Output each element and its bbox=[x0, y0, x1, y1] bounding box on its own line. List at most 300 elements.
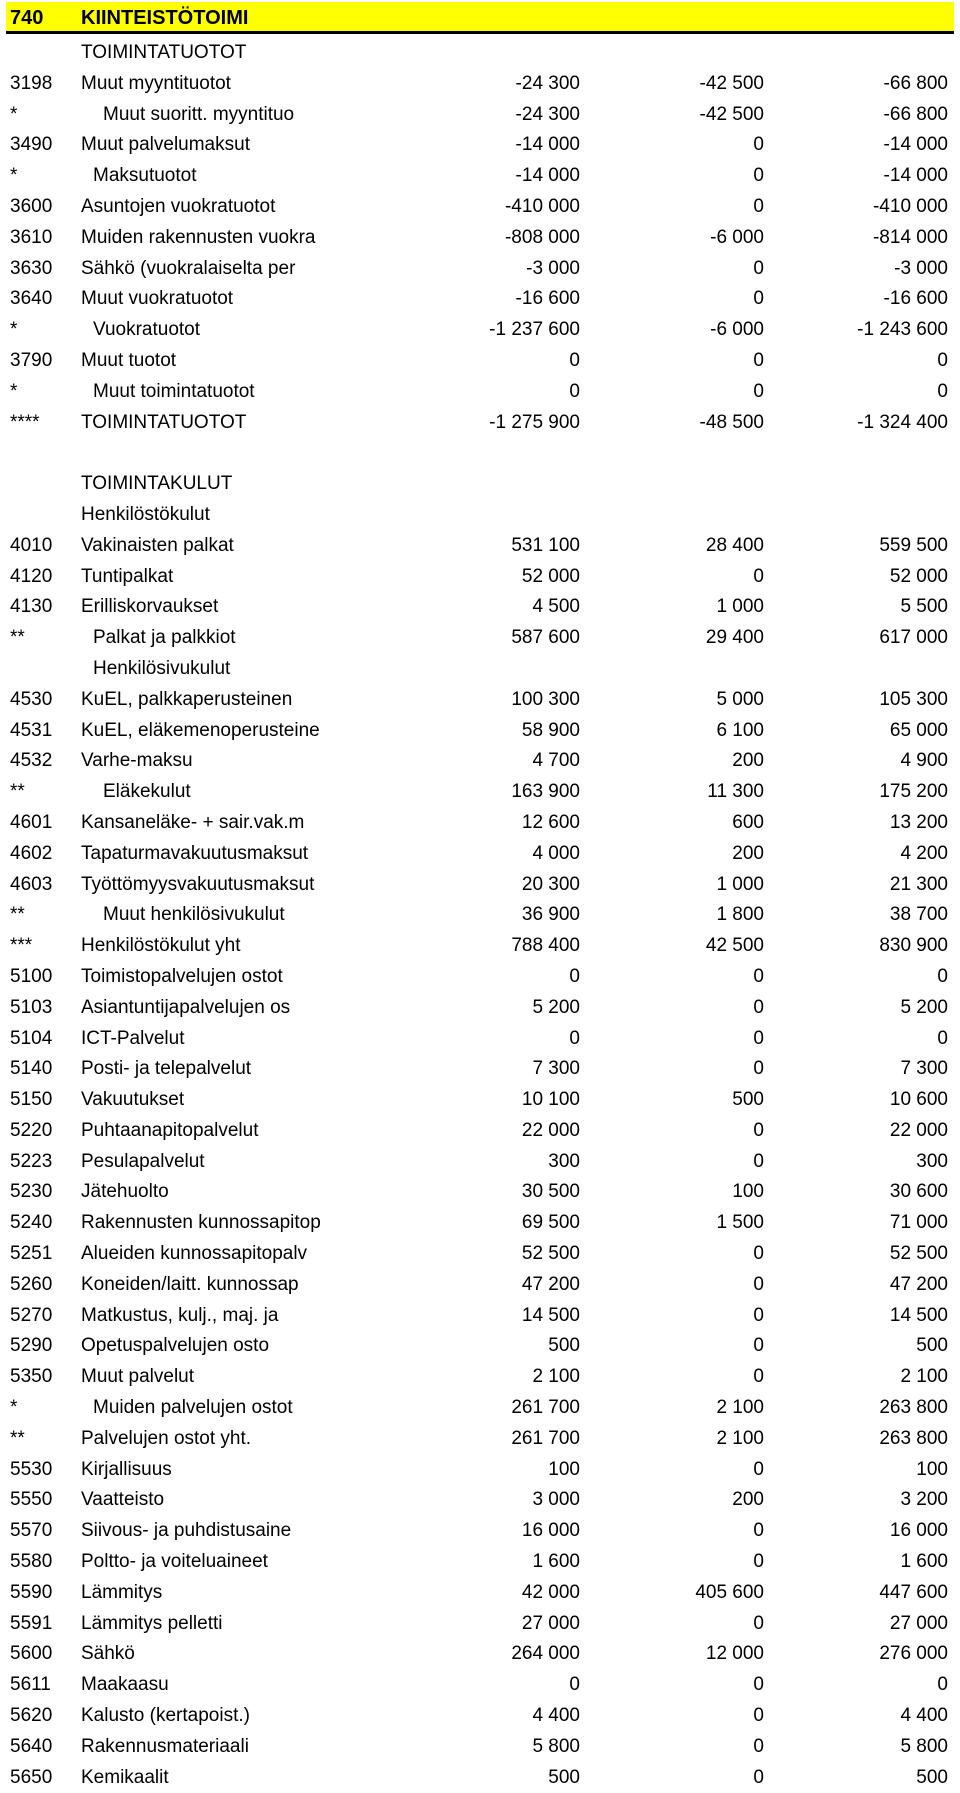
account-name: Henkilöstökulut bbox=[81, 503, 210, 525]
value-col-2: 5 000 bbox=[716, 688, 764, 710]
value-col-1: -16 600 bbox=[515, 288, 580, 310]
account-code: 5530 bbox=[10, 1458, 53, 1480]
account-name: Eläkekulut bbox=[103, 781, 191, 803]
value-col-2: 42 500 bbox=[705, 935, 764, 957]
value-col-1: 30 500 bbox=[521, 1181, 580, 1203]
table-row bbox=[0, 408, 960, 439]
value-col-2: 0 bbox=[753, 1058, 764, 1080]
value-col-2: 2 100 bbox=[716, 1397, 764, 1419]
value-col-3: 0 bbox=[937, 965, 948, 987]
value-col-1: 4 500 bbox=[532, 596, 580, 618]
table-row bbox=[0, 1609, 960, 1640]
table-row bbox=[0, 69, 960, 100]
value-col-3: 22 000 bbox=[889, 1119, 948, 1141]
value-col-2: 500 bbox=[732, 1089, 764, 1111]
table-row bbox=[0, 839, 960, 870]
value-col-3: 617 000 bbox=[879, 627, 948, 649]
account-name: ICT-Palvelut bbox=[81, 1027, 185, 1049]
account-name: Asiantuntijapalvelujen os bbox=[81, 996, 291, 1018]
table-row bbox=[0, 130, 960, 161]
account-name: Muiden rakennusten vuokra bbox=[81, 226, 316, 248]
value-col-1: -1 275 900 bbox=[489, 411, 580, 433]
account-code: 4602 bbox=[10, 842, 53, 864]
value-col-3: 14 500 bbox=[889, 1304, 948, 1326]
account-name: Vakinaisten palkat bbox=[81, 534, 234, 556]
value-col-3: 65 000 bbox=[889, 719, 948, 741]
table-row bbox=[0, 623, 960, 654]
value-col-3: 4 400 bbox=[900, 1705, 948, 1727]
account-code: 5240 bbox=[10, 1212, 53, 1234]
table-row bbox=[0, 1455, 960, 1486]
value-col-2: 2 100 bbox=[716, 1427, 764, 1449]
value-col-1: 4 000 bbox=[532, 842, 580, 864]
table-row bbox=[0, 1547, 960, 1578]
value-col-3: 3 200 bbox=[900, 1489, 948, 1511]
value-col-2: 0 bbox=[753, 1119, 764, 1141]
account-code: * bbox=[10, 103, 18, 125]
value-col-1: 0 bbox=[569, 1027, 580, 1049]
account-code: * bbox=[10, 165, 18, 187]
account-code: ** bbox=[10, 1427, 25, 1449]
account-name: Vaatteisto bbox=[81, 1489, 165, 1511]
account-name: Muut palvelumaksut bbox=[81, 134, 250, 156]
table-row bbox=[0, 1701, 960, 1732]
value-col-3: 16 000 bbox=[889, 1520, 948, 1542]
account-code: 4531 bbox=[10, 719, 53, 741]
account-name: Kemikaalit bbox=[81, 1766, 169, 1788]
value-col-1: -3 000 bbox=[526, 257, 580, 279]
value-col-2: 0 bbox=[753, 1458, 764, 1480]
value-col-2: 12 000 bbox=[705, 1643, 764, 1665]
value-col-3: 1 600 bbox=[900, 1551, 948, 1573]
table-row bbox=[0, 1639, 960, 1670]
table-row bbox=[0, 1085, 960, 1116]
value-col-2: 0 bbox=[753, 195, 764, 217]
value-col-3: 71 000 bbox=[889, 1212, 948, 1234]
value-col-3: 5 500 bbox=[900, 596, 948, 618]
account-code: 5591 bbox=[10, 1612, 53, 1634]
account-code: 5590 bbox=[10, 1581, 53, 1603]
table-row bbox=[0, 808, 960, 839]
table-row bbox=[0, 1239, 960, 1270]
account-code: **** bbox=[10, 411, 40, 433]
value-col-1: -410 000 bbox=[504, 195, 580, 217]
account-name: Koneiden/laitt. kunnossap bbox=[81, 1273, 299, 1295]
value-col-2: 200 bbox=[732, 842, 764, 864]
account-code: 5104 bbox=[10, 1027, 53, 1049]
value-col-3: 0 bbox=[937, 1027, 948, 1049]
value-col-1: 100 300 bbox=[511, 688, 580, 710]
value-col-1: 163 900 bbox=[511, 781, 580, 803]
value-col-1: 500 bbox=[548, 1335, 580, 1357]
account-code: 4120 bbox=[10, 565, 53, 587]
account-name: Muut toimintatuotot bbox=[93, 380, 255, 402]
account-code: 3640 bbox=[10, 288, 53, 310]
account-code: * bbox=[10, 380, 18, 402]
account-code: 4601 bbox=[10, 811, 53, 833]
table-row bbox=[0, 1393, 960, 1424]
value-col-2: 405 600 bbox=[695, 1581, 764, 1603]
section-title: KIINTEISTÖTOIMI bbox=[81, 7, 249, 29]
table-row bbox=[0, 562, 960, 593]
account-name: Rakennusmateriaali bbox=[81, 1735, 249, 1757]
value-col-3: -14 000 bbox=[883, 165, 948, 187]
table-row bbox=[0, 1270, 960, 1301]
account-code: 4530 bbox=[10, 688, 53, 710]
table-row bbox=[0, 100, 960, 131]
table-row bbox=[0, 377, 960, 408]
value-col-2: 0 bbox=[753, 565, 764, 587]
value-col-1: 10 100 bbox=[521, 1089, 580, 1111]
account-name: KuEL, palkkaperusteinen bbox=[81, 688, 293, 710]
account-code: 5100 bbox=[10, 965, 53, 987]
value-col-3: -66 800 bbox=[883, 72, 948, 94]
value-col-2: 0 bbox=[753, 1551, 764, 1573]
value-col-1: 4 400 bbox=[532, 1705, 580, 1727]
account-code: 5290 bbox=[10, 1335, 53, 1357]
table-row bbox=[0, 993, 960, 1024]
table-row bbox=[0, 1516, 960, 1547]
value-col-1: 0 bbox=[569, 380, 580, 402]
account-code: 3630 bbox=[10, 257, 53, 279]
account-name: Muut suoritt. myyntituo bbox=[103, 103, 295, 125]
value-col-1: 12 600 bbox=[521, 811, 580, 833]
table-row bbox=[0, 438, 960, 469]
value-col-2: -6 000 bbox=[710, 226, 764, 248]
table-row bbox=[0, 962, 960, 993]
account-name: Poltto- ja voiteluaineet bbox=[81, 1551, 268, 1573]
value-col-2: 29 400 bbox=[705, 627, 764, 649]
table-row bbox=[0, 870, 960, 901]
table-row bbox=[0, 1116, 960, 1147]
value-col-1: 0 bbox=[569, 1674, 580, 1696]
table-row bbox=[0, 1578, 960, 1609]
account-name: Muut myyntituotot bbox=[81, 72, 231, 94]
account-code: 3610 bbox=[10, 226, 53, 248]
value-col-1: 4 700 bbox=[532, 750, 580, 772]
value-col-2: -42 500 bbox=[699, 103, 764, 125]
account-code: 5650 bbox=[10, 1766, 53, 1788]
account-name: Pesulapalvelut bbox=[81, 1150, 205, 1172]
account-name: Tapaturmavakuutusmaksut bbox=[81, 842, 309, 864]
account-name: TOIMINTAKULUT bbox=[81, 473, 233, 495]
account-code: 3790 bbox=[10, 349, 53, 371]
account-code: 5150 bbox=[10, 1089, 53, 1111]
value-col-3: 4 200 bbox=[900, 842, 948, 864]
table-row bbox=[0, 284, 960, 315]
value-col-1: 531 100 bbox=[511, 534, 580, 556]
value-col-3: -66 800 bbox=[883, 103, 948, 125]
account-name: Kalusto (kertapoist.) bbox=[81, 1705, 250, 1727]
value-col-2: 28 400 bbox=[705, 534, 764, 556]
value-col-2: -6 000 bbox=[710, 319, 764, 341]
account-code: 3600 bbox=[10, 195, 53, 217]
account-name: Vuokratuotot bbox=[93, 319, 201, 341]
account-name: TOIMINTATUOTOT bbox=[81, 42, 247, 63]
value-col-3: 7 300 bbox=[900, 1058, 948, 1080]
table-row bbox=[0, 1147, 960, 1178]
value-col-3: -1 243 600 bbox=[857, 319, 948, 341]
account-code: 5640 bbox=[10, 1735, 53, 1757]
account-code: 5140 bbox=[10, 1058, 53, 1080]
value-col-1: 36 900 bbox=[521, 904, 580, 926]
value-col-1: 0 bbox=[569, 349, 580, 371]
value-col-2: 1 500 bbox=[716, 1212, 764, 1234]
value-col-1: 2 100 bbox=[532, 1366, 580, 1388]
table-row bbox=[0, 1054, 960, 1085]
value-col-1: 788 400 bbox=[511, 935, 580, 957]
table-row bbox=[0, 1177, 960, 1208]
account-name: Henkilöstökulut yht bbox=[81, 935, 241, 957]
table-row bbox=[0, 1301, 960, 1332]
table-row bbox=[0, 161, 960, 192]
value-col-3: 10 600 bbox=[889, 1089, 948, 1111]
value-col-1: 261 700 bbox=[511, 1427, 580, 1449]
account-name: Erilliskorvaukset bbox=[81, 596, 219, 618]
value-col-3: 276 000 bbox=[879, 1643, 948, 1665]
value-col-2: 0 bbox=[753, 1366, 764, 1388]
value-col-3: 2 100 bbox=[900, 1366, 948, 1388]
table-row bbox=[0, 685, 960, 716]
value-col-3: 27 000 bbox=[889, 1612, 948, 1634]
value-col-3: -1 324 400 bbox=[857, 411, 948, 433]
value-col-2: 1 000 bbox=[716, 873, 764, 895]
value-col-1: 14 500 bbox=[521, 1304, 580, 1326]
account-name: Posti- ja telepalvelut bbox=[81, 1058, 252, 1080]
table-row bbox=[0, 531, 960, 562]
value-col-2: -48 500 bbox=[699, 411, 764, 433]
table-row bbox=[0, 1670, 960, 1701]
value-col-3: 500 bbox=[916, 1766, 948, 1788]
account-name: Rakennusten kunnossapitop bbox=[81, 1212, 321, 1234]
account-name: Kansaneläke- + sair.vak.m bbox=[81, 811, 305, 833]
value-col-2: 600 bbox=[732, 811, 764, 833]
table-row bbox=[0, 746, 960, 777]
table-row bbox=[0, 1331, 960, 1362]
value-col-3: 5 800 bbox=[900, 1735, 948, 1757]
value-col-2: 0 bbox=[753, 1520, 764, 1542]
section-code: 740 bbox=[10, 7, 44, 29]
value-col-1: 22 000 bbox=[521, 1119, 580, 1141]
table-row bbox=[0, 1208, 960, 1239]
table-row bbox=[0, 777, 960, 808]
account-code: 5550 bbox=[10, 1489, 53, 1511]
value-col-2: 0 bbox=[753, 965, 764, 987]
account-code: * bbox=[10, 319, 18, 341]
value-col-1: 300 bbox=[548, 1150, 580, 1172]
account-name: Vakuutukset bbox=[81, 1089, 185, 1111]
value-col-3: -16 600 bbox=[883, 288, 948, 310]
value-col-2: -42 500 bbox=[699, 72, 764, 94]
value-col-2: 0 bbox=[753, 380, 764, 402]
value-col-1: 20 300 bbox=[521, 873, 580, 895]
value-col-1: 5 800 bbox=[532, 1735, 580, 1757]
account-code: *** bbox=[10, 935, 33, 957]
account-name: Palvelujen ostot yht. bbox=[81, 1427, 252, 1449]
value-col-1: -14 000 bbox=[515, 134, 580, 156]
value-col-3: 175 200 bbox=[879, 781, 948, 803]
account-code: 5611 bbox=[10, 1674, 51, 1696]
account-code: 4532 bbox=[10, 750, 53, 772]
account-code: 4010 bbox=[10, 534, 53, 556]
value-col-2: 0 bbox=[753, 288, 764, 310]
value-col-1: 261 700 bbox=[511, 1397, 580, 1419]
table-row bbox=[0, 38, 960, 69]
account-name: Muiden palvelujen ostot bbox=[93, 1397, 293, 1419]
account-code: 3198 bbox=[10, 72, 53, 94]
value-col-2: 0 bbox=[753, 996, 764, 1018]
account-name: Tuntipalkat bbox=[81, 565, 174, 587]
account-name: Lämmitys pelletti bbox=[81, 1612, 223, 1634]
table-row bbox=[0, 900, 960, 931]
value-col-2: 0 bbox=[753, 1735, 764, 1757]
account-code: 4603 bbox=[10, 873, 53, 895]
account-code: 5223 bbox=[10, 1150, 53, 1172]
table-row bbox=[0, 500, 960, 531]
account-name: Maksutuotot bbox=[93, 165, 197, 187]
value-col-3: 263 800 bbox=[879, 1427, 948, 1449]
value-col-1: 587 600 bbox=[511, 627, 580, 649]
account-name: Muut henkilösivukulut bbox=[103, 904, 285, 926]
value-col-2: 0 bbox=[753, 1674, 764, 1696]
value-col-2: 0 bbox=[753, 1304, 764, 1326]
value-col-3: -3 000 bbox=[894, 257, 948, 279]
value-col-1: 52 000 bbox=[521, 565, 580, 587]
value-col-1: -24 300 bbox=[515, 72, 580, 94]
value-col-2: 1 000 bbox=[716, 596, 764, 618]
value-col-3: 5 200 bbox=[900, 996, 948, 1018]
value-col-1: 1 600 bbox=[532, 1551, 580, 1573]
account-name: Palkat ja palkkiot bbox=[93, 627, 236, 649]
account-name: Työttömyysvakuutusmaksut bbox=[81, 873, 315, 895]
table-row bbox=[0, 654, 960, 685]
table-row bbox=[0, 931, 960, 962]
value-col-2: 0 bbox=[753, 1027, 764, 1049]
value-col-2: 0 bbox=[753, 1243, 764, 1265]
value-col-2: 200 bbox=[732, 750, 764, 772]
account-name: Opetuspalvelujen osto bbox=[81, 1335, 270, 1357]
value-col-1: 7 300 bbox=[532, 1058, 580, 1080]
value-col-3: 4 900 bbox=[900, 750, 948, 772]
value-col-3: 30 600 bbox=[889, 1181, 948, 1203]
value-col-2: 0 bbox=[753, 1335, 764, 1357]
value-col-3: 13 200 bbox=[889, 811, 948, 833]
account-name: Jätehuolto bbox=[81, 1181, 169, 1203]
value-col-3: 830 900 bbox=[879, 935, 948, 957]
value-col-2: 100 bbox=[732, 1181, 764, 1203]
account-code: ** bbox=[10, 904, 25, 926]
account-code: 5230 bbox=[10, 1181, 53, 1203]
account-code: 5620 bbox=[10, 1705, 53, 1727]
account-code: 5220 bbox=[10, 1119, 53, 1141]
value-col-2: 6 100 bbox=[716, 719, 764, 741]
value-col-3: 300 bbox=[916, 1150, 948, 1172]
value-col-3: 0 bbox=[937, 380, 948, 402]
table-row bbox=[0, 1424, 960, 1455]
value-col-3: 21 300 bbox=[889, 873, 948, 895]
value-col-2: 11 300 bbox=[707, 781, 764, 803]
value-col-3: 100 bbox=[916, 1458, 948, 1480]
value-col-1: -808 000 bbox=[504, 226, 580, 248]
table-row bbox=[0, 716, 960, 747]
account-name: KuEL, eläkemenoperusteine bbox=[81, 719, 320, 741]
value-col-3: 105 300 bbox=[879, 688, 948, 710]
value-col-2: 0 bbox=[753, 1273, 764, 1295]
account-name: Muut vuokratuotot bbox=[81, 288, 234, 310]
account-name: Kirjallisuus bbox=[81, 1458, 172, 1480]
value-col-2: 0 bbox=[753, 1766, 764, 1788]
value-col-1: 42 000 bbox=[521, 1581, 580, 1603]
value-col-2: 0 bbox=[753, 1150, 764, 1172]
value-col-2: 0 bbox=[753, 1612, 764, 1634]
value-col-2: 200 bbox=[732, 1489, 764, 1511]
account-name: Sähkö bbox=[81, 1643, 135, 1665]
account-code: 5260 bbox=[10, 1273, 53, 1295]
table-row bbox=[0, 254, 960, 285]
value-col-1: 264 000 bbox=[511, 1643, 580, 1665]
account-name: Asuntojen vuokratuotot bbox=[81, 195, 276, 217]
value-col-1: -14 000 bbox=[515, 165, 580, 187]
table-row bbox=[0, 469, 960, 500]
value-col-1: 52 500 bbox=[521, 1243, 580, 1265]
value-col-2: 0 bbox=[753, 257, 764, 279]
account-name: Maakaasu bbox=[81, 1674, 169, 1696]
account-name: Matkustus, kulj., maj. ja bbox=[81, 1304, 279, 1326]
table-row bbox=[0, 1485, 960, 1516]
value-col-1: 3 000 bbox=[532, 1489, 580, 1511]
account-name: Sähkö (vuokralaiselta per bbox=[81, 257, 296, 279]
table-row bbox=[0, 1024, 960, 1055]
account-code: 5570 bbox=[10, 1520, 53, 1542]
value-col-1: 100 bbox=[548, 1458, 580, 1480]
account-code: ** bbox=[10, 627, 25, 649]
account-name: Muut tuotot bbox=[81, 349, 177, 371]
table-row bbox=[0, 315, 960, 346]
account-code: 5350 bbox=[10, 1366, 53, 1388]
account-name: Toimistopalvelujen ostot bbox=[81, 965, 283, 987]
account-code: ** bbox=[10, 781, 25, 803]
value-col-2: 0 bbox=[753, 134, 764, 156]
account-name: Alueiden kunnossapitopalv bbox=[81, 1243, 308, 1265]
table-row bbox=[0, 192, 960, 223]
account-name: Puhtaanapitopalvelut bbox=[81, 1119, 259, 1141]
value-col-1: 5 200 bbox=[532, 996, 580, 1018]
section-header bbox=[6, 2, 954, 34]
value-col-3: 0 bbox=[937, 1674, 948, 1696]
value-col-3: 500 bbox=[916, 1335, 948, 1357]
value-col-2: 0 bbox=[753, 1705, 764, 1727]
value-col-3: 38 700 bbox=[889, 904, 948, 926]
value-col-3: -410 000 bbox=[872, 195, 948, 217]
account-name: Muut palvelut bbox=[81, 1366, 195, 1388]
value-col-1: 58 900 bbox=[521, 719, 580, 741]
value-col-3: 52 000 bbox=[889, 565, 948, 587]
value-col-3: -14 000 bbox=[883, 134, 948, 156]
account-code: 5270 bbox=[10, 1304, 53, 1326]
value-col-3: -814 000 bbox=[872, 226, 948, 248]
account-code: 5580 bbox=[10, 1551, 53, 1573]
account-code: 5251 bbox=[10, 1243, 53, 1265]
table-row bbox=[0, 223, 960, 254]
value-col-2: 1 800 bbox=[716, 904, 764, 926]
account-name: Henkilösivukulut bbox=[93, 657, 231, 679]
table-row bbox=[0, 1763, 960, 1793]
account-code: 5103 bbox=[10, 996, 53, 1018]
account-name: TOIMINTATUOTOT bbox=[81, 411, 247, 433]
value-col-3: 447 600 bbox=[879, 1581, 948, 1603]
account-code: 4130 bbox=[10, 596, 53, 618]
value-col-2: 0 bbox=[753, 165, 764, 187]
